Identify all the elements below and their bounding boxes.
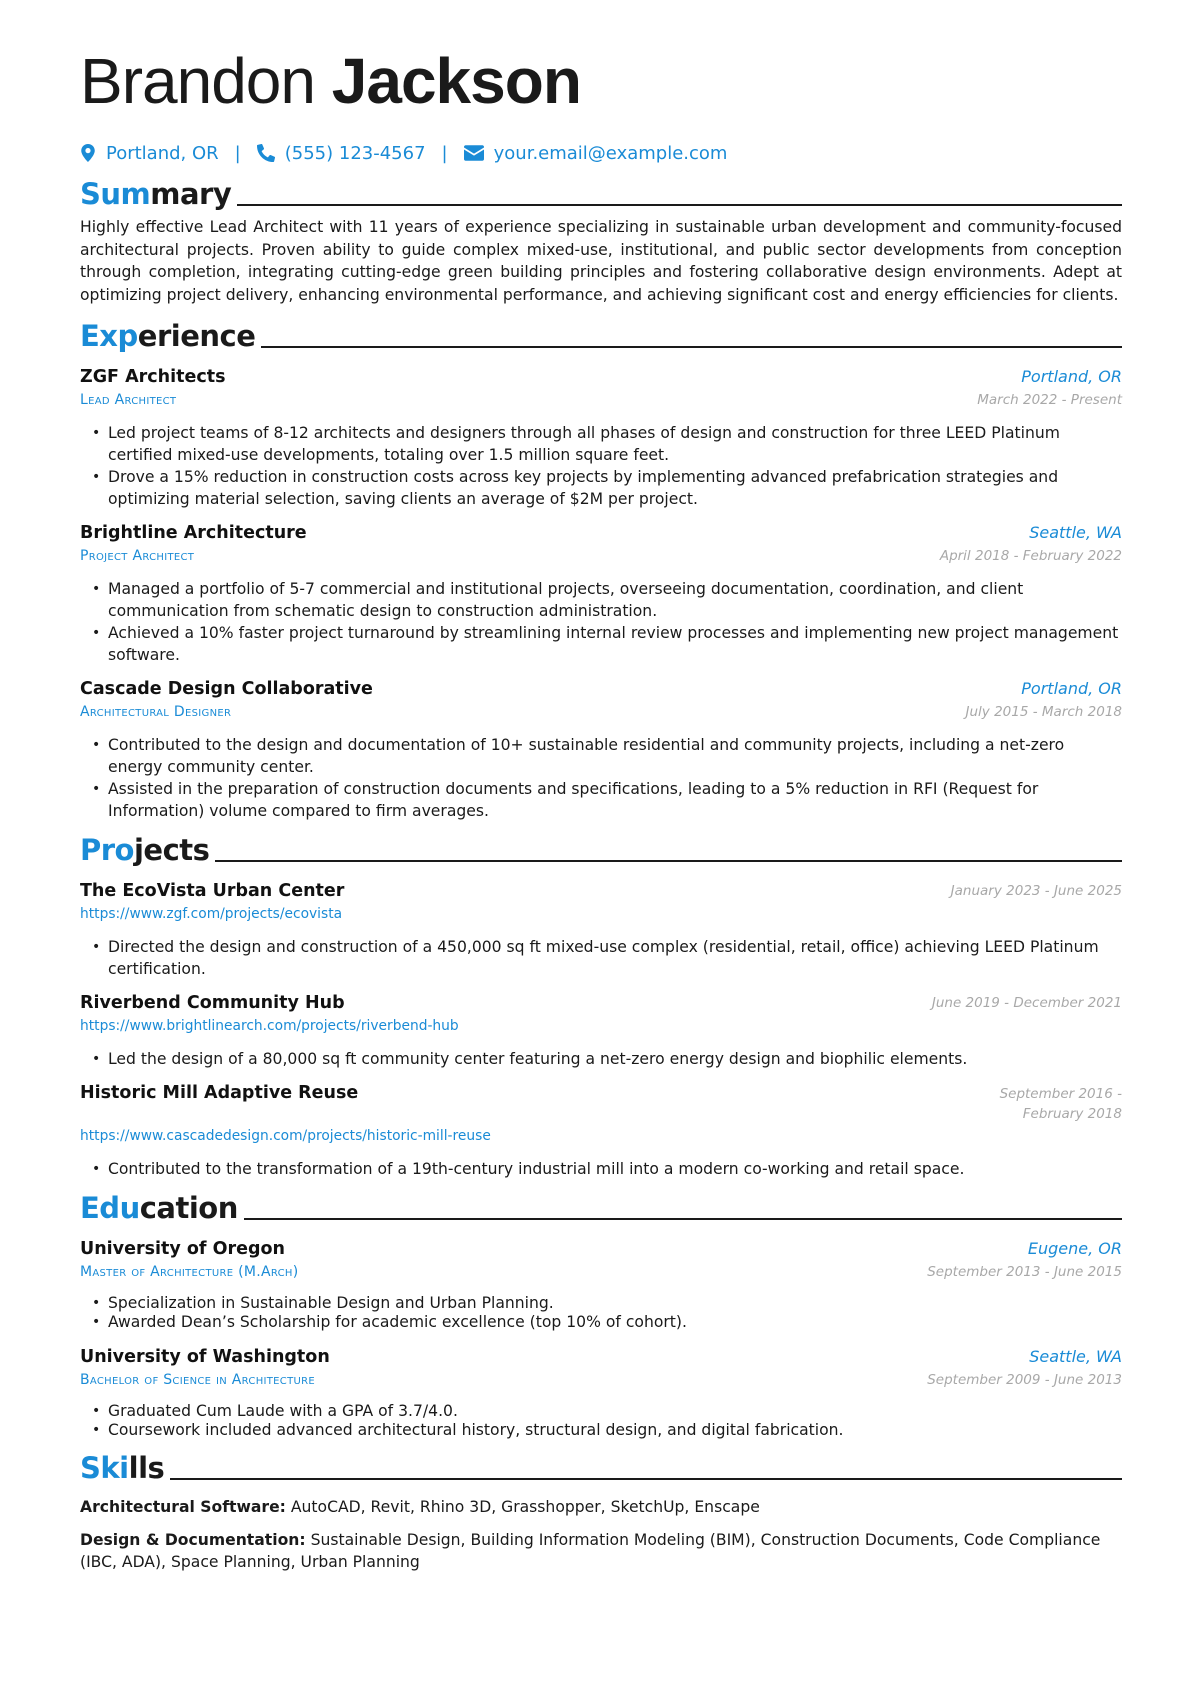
project-link[interactable]: https://www.brightlinearch.com/projects/riverbend-hub [80, 1018, 459, 1034]
list-item: • Led project teams of 8-12 architects and designers through all phases of design and construction for three LEED Platinum certified mixed-use developments, totaling over 1.5 million square feet. [108, 422, 1122, 466]
education-entry [80, 1344, 1122, 1440]
section-heading [80, 824, 1122, 868]
skills-title: Skills [80, 1451, 165, 1485]
job-bullets [80, 578, 1122, 666]
education-bullets [80, 1402, 1122, 1440]
candidate-name [80, 36, 1122, 126]
job-location: Portland, OR [1021, 367, 1122, 386]
section-heading [80, 310, 1122, 354]
contact-phone[interactable] [257, 143, 426, 164]
section-heading [80, 168, 1122, 212]
experience-entry [80, 520, 1122, 666]
project-entry [80, 990, 1122, 1070]
school-name: University of Washington [80, 1347, 330, 1367]
summary-title: Summary [80, 177, 232, 211]
education-entry [80, 1236, 1122, 1332]
section-divider [244, 1218, 1122, 1220]
section-heading [80, 1182, 1122, 1226]
list-item: • Graduated Cum Laude with a GPA of 3.7/4.0. [108, 1402, 1122, 1421]
phone-text: (555) 123-4567 [284, 142, 426, 164]
project-name: Historic Mill Adaptive Reuse [80, 1083, 359, 1103]
job-bullets [80, 734, 1122, 822]
section-divider [170, 1478, 1122, 1480]
contact-location [80, 143, 219, 164]
envelope-icon [464, 144, 484, 162]
job-dates: March 2022 - Present [977, 392, 1122, 408]
project-dates: September 2016 - February 2018 [999, 1086, 1122, 1122]
project-link[interactable]: https://www.zgf.com/projects/ecovista [80, 906, 343, 922]
company-name: Brightline Architecture [80, 523, 307, 543]
project-dates: January 2023 - June 2025 [950, 883, 1122, 899]
project-link[interactable]: https://www.cascadedesign.com/projects/historic-mill-reuse [80, 1128, 491, 1144]
project-dates: June 2019 - December 2021 [931, 995, 1122, 1011]
job-location: Seattle, WA [1029, 523, 1122, 542]
job-dates: April 2018 - February 2022 [939, 548, 1122, 564]
degree-name: Bachelor of Science in Architecture [80, 1372, 315, 1388]
job-location: Portland, OR [1021, 679, 1122, 698]
skill-label: Design & Documentation: [80, 1530, 306, 1549]
company-name: Cascade Design Collaborative [80, 679, 373, 699]
education-title: Education [80, 1191, 238, 1225]
skill-values: AutoCAD, Revit, Rhino 3D, Grasshopper, SketchUp, Enscape [290, 1498, 760, 1516]
project-bullets [80, 1158, 1122, 1180]
projects-title: Projects [80, 833, 210, 867]
list-item: • Led the design of a 80,000 sq ft community center featuring a net-zero energy design and biophilic elements. [108, 1048, 1122, 1070]
project-bullets [80, 936, 1122, 980]
project-name: The EcoVista Urban Center [80, 881, 345, 901]
section-divider [261, 346, 1122, 348]
list-item: • Specialization in Sustainable Design and Urban Planning. [108, 1294, 1122, 1313]
job-title: Project Architect [80, 548, 195, 564]
experience-entry [80, 364, 1122, 510]
section-divider [215, 860, 1122, 862]
summary-text: Highly effective Lead Architect with 11 years of experience specializing in sustainable urban development and community-focused architectural projects. Proven ability to guide complex mixed-use, institutional, and public sector developments from conception through completion, integrating cutting-edge green building principles and fostering collaborative design environments. Adept at optimizing project delivery, enhancing environmental performance, and achieving significant cost and energy efficiencies for clients. [80, 218, 1122, 304]
resume-page [80, 36, 1122, 1574]
location-text: Portland, OR [106, 142, 219, 164]
experience-title: Experience [80, 319, 256, 353]
education-dates: September 2009 - June 2013 [927, 1372, 1122, 1388]
list-item: • Awarded Dean’s Scholarship for academic excellence (top 10% of cohort). [108, 1313, 1122, 1332]
list-item: • Coursework included advanced architectural history, structural design, and digital fabrication. [108, 1421, 1122, 1440]
list-item: • Managed a portfolio of 5-7 commercial and institutional projects, overseeing documentation, coordination, and client communication from schematic design to construction administration. [108, 578, 1122, 622]
project-name: Riverbend Community Hub [80, 993, 345, 1013]
company-name: ZGF Architects [80, 367, 226, 387]
email-link[interactable]: your.email@example.com [493, 142, 728, 164]
school-location: Seattle, WA [1029, 1347, 1122, 1366]
job-title: Lead Architect [80, 392, 177, 408]
list-item: • Contributed to the transformation of a 19th-century industrial mill into a modern co-working and retail space. [108, 1158, 1122, 1180]
contact-separator: | [234, 142, 241, 164]
contact-email[interactable] [464, 143, 728, 164]
education-section [80, 1182, 1122, 1440]
contact-separator: | [441, 142, 448, 164]
experience-entry [80, 676, 1122, 822]
skill-group [80, 1529, 1122, 1574]
education-bullets [80, 1294, 1122, 1332]
phone-icon [257, 144, 275, 162]
school-name: University of Oregon [80, 1239, 285, 1259]
list-item: • Assisted in the preparation of construction documents and specifications, leading to a 5% reduction in RFI (Request for Information) volume compared to firm averages. [108, 778, 1122, 822]
degree-name: Master of Architecture (M.Arch) [80, 1264, 299, 1280]
list-item: • Drove a 15% reduction in construction costs across key projects by implementing advanced prefabrication strategies and optimizing material selection, saving clients an average of $2M per project. [108, 466, 1122, 510]
job-bullets [80, 422, 1122, 510]
job-title: Architectural Designer [80, 704, 232, 720]
education-dates: September 2013 - June 2015 [927, 1264, 1122, 1280]
project-bullets [80, 1048, 1122, 1070]
project-entry [80, 878, 1122, 980]
map-marker-icon [80, 144, 96, 162]
last-name: Jackson [331, 45, 581, 117]
skill-group [80, 1496, 1122, 1519]
list-item: • Contributed to the design and documentation of 10+ sustainable residential and community projects, including a net-zero energy community center. [108, 734, 1122, 778]
skill-values: Sustainable Design, Building Information Modeling (BIM), Construction Documents, Code Compliance (IBC, ADA), Space Planning, Urban Planning [80, 1530, 1101, 1571]
skill-label: Architectural Software: [80, 1498, 286, 1516]
job-dates: July 2015 - March 2018 [965, 704, 1122, 720]
list-item: • Directed the design and construction of a 450,000 sq ft mixed-use complex (residential, retail, office) achieving LEED Platinum certification. [108, 936, 1122, 980]
section-heading [80, 1442, 1122, 1486]
project-entry [80, 1080, 1122, 1180]
projects-section [80, 824, 1122, 1180]
skills-section [80, 1442, 1122, 1574]
list-item: • Achieved a 10% faster project turnaround by streamlining internal review processes and implementing new project management software. [108, 622, 1122, 666]
school-location: Eugene, OR [1027, 1239, 1122, 1258]
section-divider [237, 204, 1122, 206]
first-name: Brandon [80, 45, 315, 117]
experience-section [80, 310, 1122, 822]
contact-bar [80, 140, 1122, 166]
summary-section [80, 168, 1122, 306]
